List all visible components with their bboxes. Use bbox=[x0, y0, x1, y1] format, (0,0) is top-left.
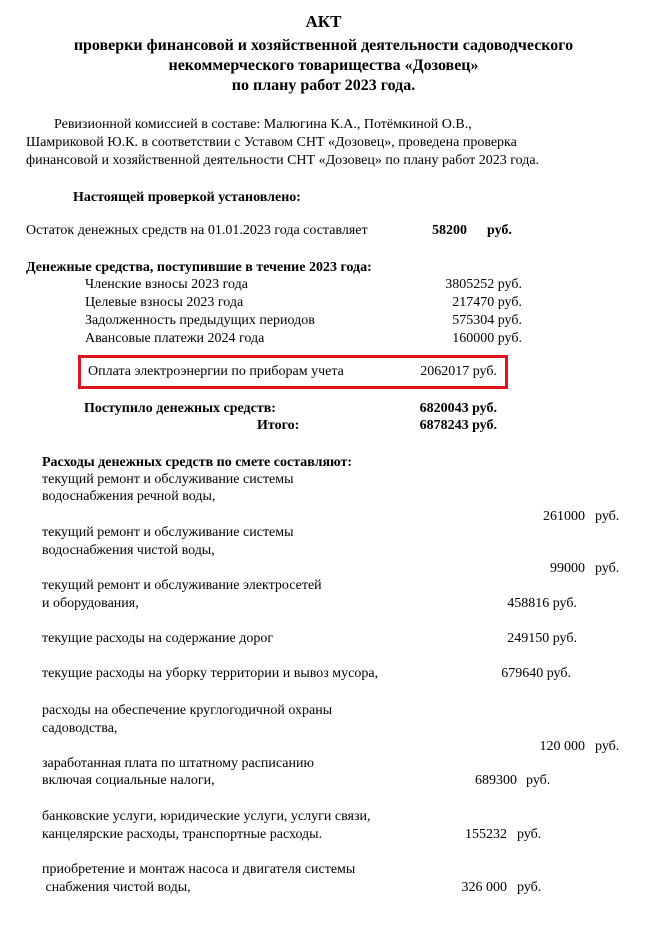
income-item-label: Задолженность предыдущих периодов bbox=[85, 313, 315, 328]
expense-line2: водоснабжения речной воды, bbox=[42, 489, 216, 504]
expense-amount: 120 000 bbox=[539, 739, 585, 754]
document-subtitle-line3: по плану работ 2023 года. bbox=[231, 77, 416, 94]
document-title: АКТ bbox=[305, 12, 342, 31]
expense-line2: снабжения чистой воды, bbox=[42, 880, 191, 895]
electricity-payment-amount: 2062017 руб. bbox=[420, 364, 497, 379]
expense-line2: садоводства, bbox=[42, 721, 118, 736]
income-item-amount: 217470 руб. bbox=[452, 295, 522, 310]
expenses-heading: Расходы денежных средств по смете составляют: bbox=[42, 455, 353, 470]
total-received-label: Поступило денежных средств: bbox=[84, 401, 276, 416]
income-item-amount: 3805252 руб. bbox=[445, 277, 522, 292]
expense-line2: канцелярские расходы, транспортные расходы. bbox=[42, 827, 323, 842]
expense-line2: водоснабжения чистой воды, bbox=[42, 543, 215, 558]
balance-label: Остаток денежных средств на 01.01.2023 года составляет bbox=[26, 223, 368, 238]
expense-unit: руб. bbox=[517, 827, 542, 842]
expense-unit: руб. bbox=[517, 880, 542, 895]
electricity-payment-label: Оплата электроэнергии по приборам учета bbox=[88, 364, 344, 379]
expense-line1: расходы на обеспечение круглогодичной охраны bbox=[42, 703, 333, 718]
expense-amount: 155232 bbox=[465, 827, 507, 842]
expense-line1: текущий ремонт и обслуживание системы bbox=[42, 472, 294, 487]
balance-amount: 58200 bbox=[432, 223, 467, 238]
income-item-amount: 160000 руб. bbox=[452, 331, 522, 346]
intro-line2: Шамриковой Ю.К. в соответствии с Уставом СНТ «Дозовец», проведена проверка bbox=[26, 135, 517, 150]
expense-line1: заработанная плата по штатному расписанию bbox=[42, 756, 314, 771]
expense-unit: руб. bbox=[526, 773, 551, 788]
expense-unit: руб. bbox=[595, 561, 620, 576]
total-received-amount: 6820043 руб. bbox=[419, 401, 497, 416]
income-item-label: Целевые взносы 2023 года bbox=[85, 295, 244, 310]
grand-total-amount: 6878243 руб. bbox=[419, 418, 497, 433]
income-heading: Денежные средства, поступившие в течение 2023 года: bbox=[26, 260, 372, 275]
expense-line1: текущий ремонт и обслуживание электросетей bbox=[42, 578, 322, 593]
income-item-label: Членские взносы 2023 года bbox=[85, 277, 248, 292]
expense-line1: текущие расходы на уборку территории и вывоз мусора, bbox=[42, 666, 379, 681]
established-heading: Настоящей проверкой установлено: bbox=[73, 190, 301, 205]
expense-line2: и оборудования, bbox=[42, 596, 139, 611]
intro-line3: финансовой и хозяйственной деятельности СНТ «Дозовец» по плану работ 2023 года. bbox=[26, 153, 540, 168]
expense-amount: 249150 руб. bbox=[507, 631, 577, 646]
expense-unit: руб. bbox=[595, 739, 620, 754]
document-subtitle-line2: некоммерческого товарищества «Дозовец» bbox=[168, 57, 479, 74]
balance-unit: руб. bbox=[487, 223, 512, 238]
expense-amount: 458816 руб. bbox=[507, 596, 577, 611]
expense-amount: 679640 руб. bbox=[501, 666, 571, 681]
expense-line1: текущие расходы на содержание дорог bbox=[42, 631, 274, 646]
expense-amount: 326 000 bbox=[461, 880, 507, 895]
document-subtitle-line1: проверки финансовой и хозяйственной деятельности садоводческого bbox=[73, 37, 574, 54]
expense-unit: руб. bbox=[595, 509, 620, 524]
expense-line2: включая социальные налоги, bbox=[42, 773, 215, 788]
expense-amount: 99000 bbox=[550, 561, 585, 576]
grand-total-label: Итого: bbox=[257, 418, 300, 433]
expense-amount: 261000 bbox=[543, 509, 585, 524]
intro-line1: Ревизионной комиссией в составе: Малюгина К.А., Потёмкиной О.В., bbox=[54, 117, 472, 132]
expense-line1: банковские услуги, юридические услуги, услуги связи, bbox=[42, 809, 371, 824]
income-item-label: Авансовые платежи 2024 года bbox=[85, 331, 265, 346]
expense-amount: 689300 bbox=[475, 773, 517, 788]
expense-line1: текущий ремонт и обслуживание системы bbox=[42, 525, 294, 540]
expense-line1: приобретение и монтаж насоса и двигателя системы bbox=[42, 862, 356, 877]
income-item-amount: 575304 руб. bbox=[452, 313, 522, 328]
